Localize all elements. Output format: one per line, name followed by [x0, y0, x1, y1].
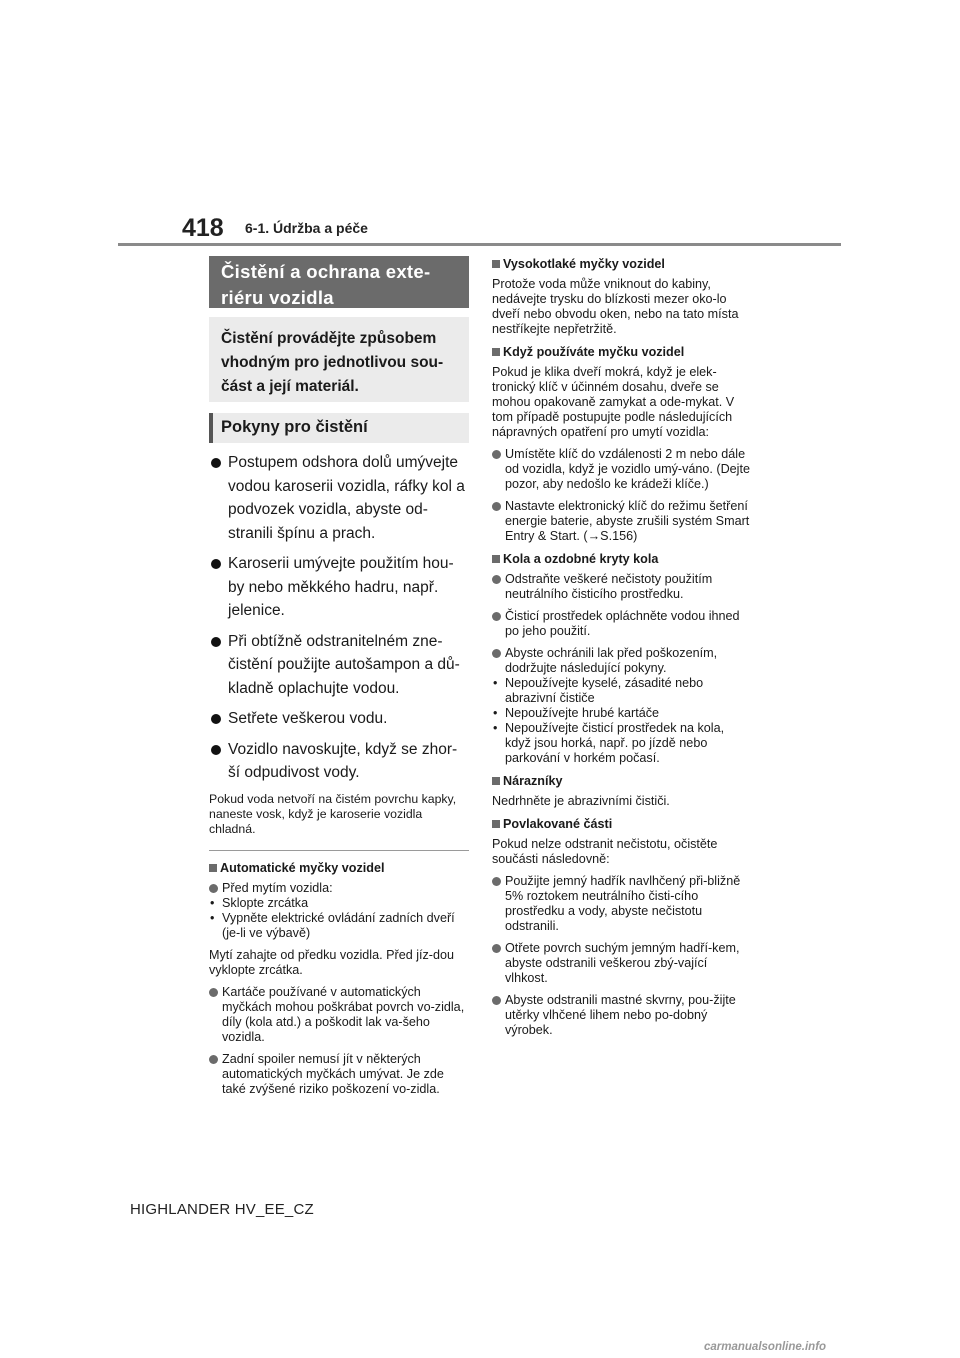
circle-bullet-icon — [492, 575, 501, 584]
footer-model: HIGHLANDER HV_EE_CZ — [130, 1201, 314, 1218]
circle-bullet-icon — [492, 649, 501, 658]
square-icon — [209, 864, 217, 872]
cleaning-instructions-list — [209, 451, 469, 785]
sub-list — [492, 676, 752, 766]
list-item: • Vypněte elektrické ovládání zadních dveří (je-li ve výbavě) — [209, 911, 469, 941]
list-item: Umístěte klíč do vzdálenosti 2 m nebo dále od vozidla, když je vozidlo umý-váno. (Dejte pozor, aby nedošlo ke krádeži klíče.) — [492, 447, 752, 492]
list-item: Odstraňte veškeré nečistoty použitím neutrálního čisticího prostředku. — [492, 572, 752, 602]
circle-bullet-icon — [492, 944, 501, 953]
chapter-title-box: Čistění a ochrana exte-riéru vozidla — [209, 256, 469, 308]
list-item: • Nepoužívejte čisticí prostředek na kola, když jsou horká, např. po jízdě nebo parkování v horkém počasí. — [492, 721, 752, 766]
list-item: Abyste ochránili lak před poškozením, dodržujte následující pokyny. — [492, 646, 752, 676]
circle-bullet-icon — [492, 612, 501, 621]
header-rule — [118, 243, 841, 246]
paragraph: Nedrhněte je abrazivními čističi. — [492, 794, 670, 808]
square-icon — [492, 777, 500, 785]
list-item: Setřete veškerou vodu. — [209, 707, 469, 731]
page-number: 418 — [182, 214, 224, 242]
watermark: carmanualsonline.info — [704, 1341, 827, 1353]
list-item: Karoserii umývejte použitím hou-by nebo měkkého hadru, např. jelenice. — [209, 552, 469, 623]
list-item: Nastavte elektronický klíč do režimu šetření energie baterie, abyste zrušili systém Smart Entry & Start. (→S.156) — [492, 499, 752, 544]
list-item: Před mytím vozidla: — [209, 881, 469, 896]
circle-bullet-icon — [492, 996, 501, 1005]
wheels-heading: Kola a ozdobné kryty kola — [492, 551, 752, 567]
square-icon — [492, 555, 500, 563]
circle-bullet-icon — [209, 1055, 218, 1064]
bumpers-heading: Nárazníky — [492, 773, 752, 789]
intro-box: Čistění provádějte způsobem vhodným pro jednotlivou sou-část a její materiál. — [209, 317, 469, 402]
circle-bullet-icon — [492, 877, 501, 886]
paragraph: Mytí zahajte od předku vozidla. Před jíz-dou vyklopte zrcátka. — [209, 947, 455, 977]
coated-parts-heading: Povlakované části — [492, 816, 752, 832]
list-item: • Nepoužívejte hrubé kartáče — [492, 706, 752, 721]
paragraph: Pokud je klika dveří mokrá, když je elek-tronický klíč v účinném dosahu, dveře se mohou opakovaně zamykat a ode-mykat. V tom případě postupujte podle následujících nápravných opatření pro umytí vozidla: — [492, 365, 735, 439]
high-pressure-heading: Vysokotlaké myčky vozidel — [492, 256, 752, 272]
circle-bullet-icon — [492, 502, 501, 511]
using-wash-heading: Když používáte myčku vozidel — [492, 344, 752, 360]
list-item: • Sklopte zrcátka — [209, 896, 469, 911]
wax-note: Pokud voda netvoří na čistém povrchu kapky, naneste vosk, když je karoserie vozidla chladná. — [209, 791, 457, 836]
list-item: Zadní spoiler nemusí jít v některých automatických myčkách umývat. Je zde také zvýšené riziko poškození vo-zidla. — [209, 1052, 469, 1097]
list-item: Čisticí prostředek opláchněte vodou ihned po jeho použití. — [492, 609, 752, 639]
section-title: 6-1. Údržba a péče — [245, 220, 368, 236]
list-item: Při obtížně odstranitelném zne-čistění použijte autošampon a dů-kladně oplachujte vodou. — [209, 630, 469, 701]
list-item: • Nepoužívejte kyselé, zásadité nebo abrazivní čističe — [492, 676, 752, 706]
left-column-top — [209, 256, 469, 1104]
square-icon — [492, 260, 500, 268]
sub-list — [209, 896, 469, 941]
subheading-bar: Pokyny pro čistění — [209, 413, 469, 443]
paragraph: Pokud nelze odstranit nečistotu, očistěte součásti následovně: — [492, 837, 718, 866]
right-column — [492, 256, 752, 1045]
list-item: Kartáče používané v automatických myčkách mohou poškrábat povrch vo-zidla, díly (kola atd.) a poškodit lak va-šeho vozidla. — [209, 985, 469, 1045]
auto-wash-heading: Automatické myčky vozidel — [209, 860, 469, 876]
circle-bullet-icon — [492, 450, 501, 459]
square-icon — [492, 820, 500, 828]
square-icon — [492, 348, 500, 356]
paragraph: Protože voda může vniknout do kabiny, nedávejte trysku do blízkosti mezer oko-lo dveří nebo obvodu oken, nebo na tato místa nestříkejte nepřetržitě. — [492, 277, 739, 336]
circle-bullet-icon — [209, 988, 218, 997]
list-item: Postupem odshora dolů umývejte vodou karoserii vozidla, ráfky kol a podvozek vozidla, abyste od-stranili špínu a prach. — [209, 451, 469, 545]
divider — [209, 850, 469, 851]
list-item: Otřete povrch suchým jemným hadří-kem, abyste odstranili veškerou zbý-vající vlhkost. — [492, 941, 752, 986]
list-item: Vozidlo navoskujte, když se zhor-ší odpudivost vody. — [209, 738, 469, 785]
list-item: Abyste odstranili mastné skvrny, pou-žijte utěrky vlhčené lihem nebo po-dobný výrobek. — [492, 993, 752, 1038]
circle-bullet-icon — [209, 884, 218, 893]
list-item: Použijte jemný hadřík navlhčený při-bližně 5% roztokem neutrálního čisti-cího prostředku a vody, abyste nečistotu odstranili. — [492, 874, 752, 934]
